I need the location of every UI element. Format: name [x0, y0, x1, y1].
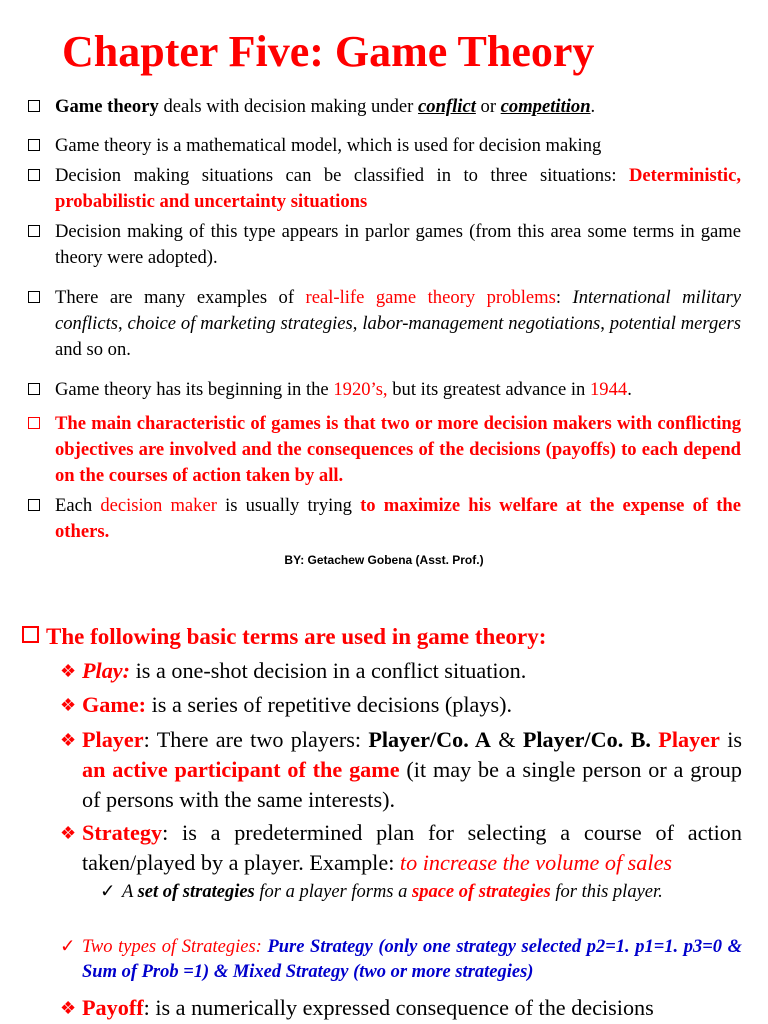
bullet-mathematical-model: Game theory is a mathematical model, which is used for decision making [28, 133, 741, 159]
bullet-game-theory-definition: Game theory deals with decision making under conflict or competition. [28, 94, 741, 120]
checkbox-bullet-icon [28, 291, 40, 303]
diamond-bullet-icon: ❖ [60, 730, 77, 750]
sub-types-of-strategies: ✓ Two types of Strategies: Pure Strategy (only one strategy selected p2=1. p1=1. p3=0 & Sum of Prob =1) & Mixed Strategy (two or more strategies) [60, 937, 742, 982]
bullet-main-characteristic: The main characteristic of games is that two or more decision makers with conflicting objectives are involved and the consequences of the decisions (payoffs) to each depend on the courses of action taken by all. [28, 411, 741, 489]
checkbox-bullet-icon [22, 626, 39, 643]
checkbox-bullet-icon [28, 417, 40, 429]
term-game: ❖ Game: is a series of repetitive decisions (plays). [60, 690, 742, 720]
checkbox-bullet-icon [28, 225, 40, 237]
term-play: ❖ Play: is a one-shot decision in a conflict situation. [60, 656, 742, 686]
checkbox-bullet-icon [28, 139, 40, 151]
bullet-parlor-games: Decision making of this type appears in parlor games (from this area some terms in game theory were adopted). [28, 219, 741, 271]
diamond-bullet-icon: ❖ [60, 823, 77, 843]
checkbox-bullet-icon [28, 169, 40, 181]
diamond-bullet-icon: ❖ [60, 998, 77, 1018]
diamond-bullet-icon: ❖ [60, 695, 77, 715]
checkbox-bullet-icon [28, 100, 40, 112]
section-heading: The following basic terms are used in game theory: [22, 624, 546, 650]
slide-title: Chapter Five: Game Theory [62, 27, 595, 76]
bullet-decision-maker: Each decision maker is usually trying to maximize his welfare at the expense of the others. [28, 493, 741, 545]
bullet-history: Game theory has its beginning in the 1920’s, but its greatest advance in 1944. [28, 377, 741, 403]
term-strategy: ❖ Strategy: is a predetermined plan for selecting a course of action taken/played by a player. Example: to increase the volume of sales [60, 820, 742, 875]
checkbox-bullet-icon [28, 499, 40, 511]
bullet-decision-situations: Decision making situations can be classified in to three situations: Deterministic, probabilistic and uncertainty situations [28, 163, 741, 215]
author-footer: BY: Getachew Gobena (Asst. Prof.) [284, 553, 484, 567]
sub-set-of-strategies: ✓ A set of strategies for a player forms a space of strategies for this player. [100, 880, 742, 905]
checkbox-bullet-icon [28, 383, 40, 395]
checkmark-bullet-icon: ✓ [100, 882, 116, 902]
term-payoff: ❖ Payoff: is a numerically expressed consequence of the decisions [60, 993, 742, 1023]
term-player: ❖ Player: There are two players: Player/Co. A & Player/Co. B. Player is an active participant of the game (it may be a single person or a group of persons with the same interests). [60, 727, 742, 812]
diamond-bullet-icon: ❖ [60, 661, 77, 681]
bullet-real-life-examples: There are many examples of real-life game theory problems: International military conflicts, choice of marketing strategies, labor-management negotiations, potential mergers and so on. [28, 285, 741, 363]
checkmark-bullet-icon: ✓ [60, 937, 76, 957]
